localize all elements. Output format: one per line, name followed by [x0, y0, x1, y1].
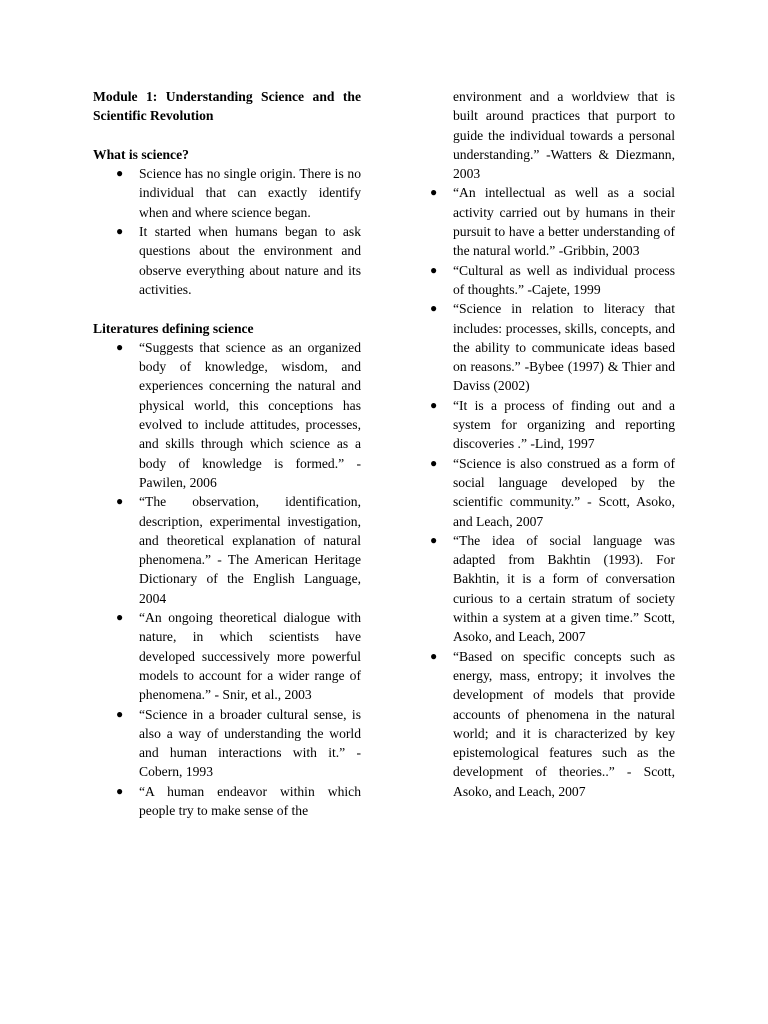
bullet-icon: ●	[116, 494, 124, 509]
bullet-icon: ●	[116, 783, 124, 798]
bullet-icon: ●	[430, 397, 438, 412]
bullet-icon: ●	[430, 301, 438, 316]
section-heading-literatures: Literatures defining science	[93, 320, 254, 336]
list-item: ● “Science is also construed as a form of social language developed by the scientific community.” - Scott, Asoko, and Leach, 2007	[430, 455, 675, 529]
list-item: ● “Science in a broader cultural sense, is also a way of understanding the world and human interactions with it.” -Cobern, 1993	[116, 706, 361, 780]
literatures-list	[93, 338, 361, 820]
list-item: ● It started when humans began to ask questions about the environment and observe everything about nature and its activities.	[116, 224, 361, 297]
left-column	[93, 87, 361, 820]
list-item: ● “Suggests that science as an organized body of knowledge, wisdom, and experiences concerning the natural and physical world, this conceptions has evolved to include attitudes, processes, and skills through which science as a body of knowledge is formed.” - Pawilen, 2006	[116, 339, 361, 490]
document-title: Module 1: Understanding Science and the Scientific Revolution	[93, 89, 361, 124]
bullet-icon: ●	[430, 455, 438, 470]
literatures-list-continued	[407, 183, 675, 801]
list-item: ● Science has no single origin. There is no individual that can exactly identify when and where science began.	[116, 166, 361, 220]
list-item: ● “It is a process of finding out and a system for organizing and reporting discoveries .” -Lind, 1997	[430, 397, 675, 452]
list-item: ● “Based on specific concepts such as energy, mass, entropy; it involves the development of models that provide accounts of phenomena in the natural world; and it is characterized by key epistemological features such as the development of theories..” - Scott, Asoko, and Leach, 2007	[430, 648, 675, 799]
list-item: ● “An ongoing theoretical dialogue with nature, in which scientists have developed successively more powerful models to account for a wider range of phenomena.” - Snir, et al., 2003	[116, 610, 361, 703]
bullet-icon: ●	[430, 185, 438, 200]
bullet-icon: ●	[116, 224, 124, 239]
section-heading-what-is-science: What is science?	[93, 146, 189, 162]
bullet-icon: ●	[116, 610, 124, 625]
list-item: ● “A human endeavor within which people try to make sense of the	[116, 783, 361, 818]
list-item: ● “An intellectual as well as a social activity carried out by humans in their pursuit to have a better understanding of the natural world.” -Gribbin, 2003	[430, 185, 675, 259]
list-item: ● “Science in relation to literacy that includes: processes, skills, concepts, and the ability to communicate ideas based on reasons.” -Bybee (1997) & Thier and Daviss (2002)	[430, 301, 675, 394]
list-item: ● “The idea of social language was adapted from Bakhtin (1993). For Bakhtin, it is a form of conversation curious to a certain stratum of society within a system at a given time.” Scott, Asoko, and Leach, 2007	[430, 532, 675, 645]
bullet-icon: ●	[116, 166, 124, 181]
bullet-icon: ●	[430, 648, 438, 663]
bullet-icon: ●	[430, 262, 438, 277]
list-item: ● “Cultural as well as individual process of thoughts.” -Cajete, 1999	[430, 262, 675, 297]
bullet-icon: ●	[116, 706, 124, 721]
bullet-icon: ●	[430, 532, 438, 547]
right-column	[407, 87, 675, 801]
what-is-science-list	[93, 164, 361, 299]
list-item: ● “The observation, identification, description, experimental investigation, and theoretical explanation of natural phenomena.” - The American Heritage Dictionary of the English Language, 2004	[116, 494, 361, 606]
continued-list-item: environment and a worldview that is built around practices that purport to guide the individual towards a personal understanding.” -Watters & Diezmann, 2003	[453, 89, 675, 182]
bullet-icon: ●	[116, 339, 124, 354]
